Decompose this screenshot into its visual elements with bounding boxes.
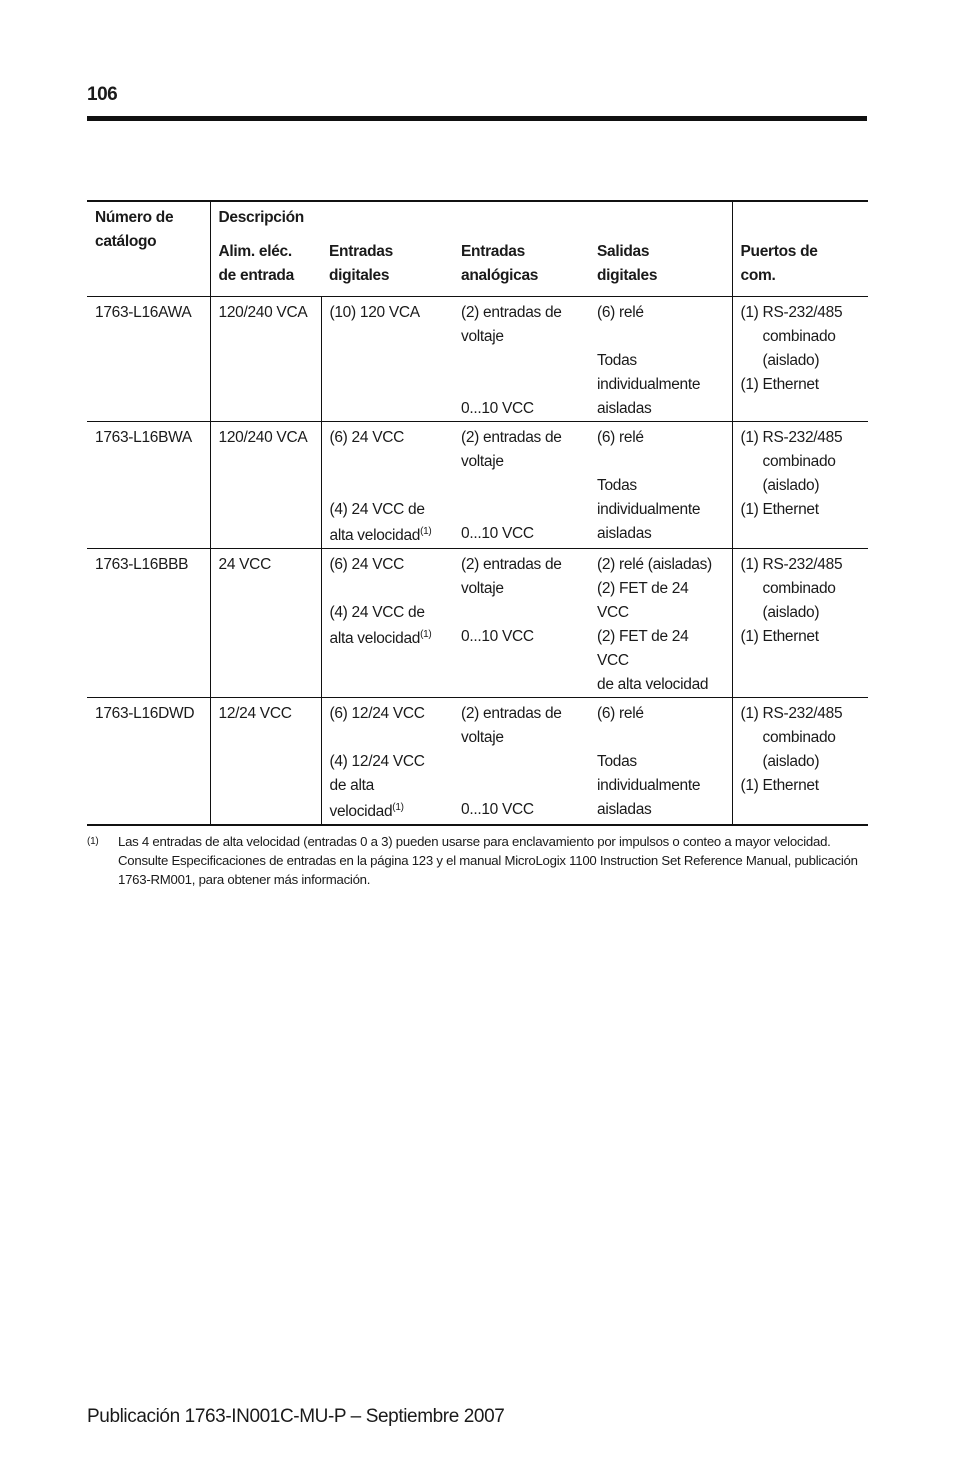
catalog-number: 1763-L16DWD xyxy=(87,698,210,826)
header-catalog: Número de catálogo xyxy=(87,201,210,297)
digital-inputs: (6) 24 VCC (4) 24 VCC de alta velocidad$^{(1)}$ xyxy=(321,422,453,549)
com-ports: (1) RS-232/485 combinado (aislado) (1) Ethernet xyxy=(732,698,868,826)
table-row xyxy=(87,549,868,698)
publication-footer: Publicación 1763-IN001C-MU-P – Septiembre 2007 xyxy=(87,1406,505,1427)
header-power: Alim. eléc. de entrada xyxy=(210,240,321,297)
header-rule xyxy=(87,116,867,121)
page-number: 106 xyxy=(87,84,118,105)
footnote-ref: (1) xyxy=(420,628,432,640)
power-input: 12/24 VCC xyxy=(210,698,321,826)
header-digital-outputs: Salidas digitales xyxy=(597,243,658,284)
digital-outputs: (6) relé Todas individualmente aisladas xyxy=(589,422,732,549)
power-input: 120/240 VCA xyxy=(210,297,321,422)
power-input: 120/240 VCA xyxy=(210,422,321,549)
digital-outputs: (2) relé (aisladas) (2) FET de 24 VCC (2) FET de 24 VCC de alta velocidad xyxy=(589,549,732,698)
analog-inputs: (2) entradas de voltaje 0...10 VCC xyxy=(453,549,589,698)
power-input: 24 VCC xyxy=(210,549,321,698)
table-row xyxy=(87,698,868,826)
table-row xyxy=(87,297,868,422)
catalog-number: 1763-L16BWA xyxy=(87,422,210,549)
table-row xyxy=(87,422,868,549)
digital-inputs: (10) 120 VCA xyxy=(321,297,453,422)
header-blank xyxy=(732,201,868,240)
com-ports: (1) RS-232/485 combinado (aislado) (1) Ethernet xyxy=(732,297,868,422)
com-ports: (1) RS-232/485 combinado (aislado) (1) Ethernet xyxy=(732,549,868,698)
footnote xyxy=(87,832,877,889)
footnote-text: Las 4 entradas de alta velocidad (entradas 0 a 3) pueden usarse para enclavamiento por impulsos o conteo a mayor velocidad. Consulte Especificaciones de entradas en la página 123 y el manual MicroLogix 1100 Instruction Set Reference Manual, publicación 1763-RM001, para obtener más información. xyxy=(118,834,858,887)
digital-inputs: (6) 12/24 VCC (4) 12/24 VCC de alta velocidad$^{(1)}$ xyxy=(321,698,453,826)
catalog-number: 1763-L16AWA xyxy=(87,297,210,422)
analog-inputs: (2) entradas de voltaje 0...10 VCC xyxy=(453,297,589,422)
analog-inputs: (2) entradas de voltaje 0...10 VCC xyxy=(453,698,589,826)
com-ports: (1) RS-232/485 combinado (aislado) (1) Ethernet xyxy=(732,422,868,549)
analog-inputs: (2) entradas de voltaje 0...10 VCC xyxy=(453,422,589,549)
catalog-spec-table xyxy=(87,200,868,826)
header-com-ports: Puertos de com. xyxy=(732,240,868,297)
header-analog-inputs: Entradas analógicas xyxy=(461,243,539,284)
digital-outputs: (6) relé Todas individualmente aisladas xyxy=(589,698,732,826)
catalog-number: 1763-L16BBB xyxy=(87,549,210,698)
footnote-mark: (1) xyxy=(87,836,99,847)
footnote-ref: (1) xyxy=(392,801,404,813)
digital-outputs: (6) relé Todas individualmente aisladas xyxy=(589,297,732,422)
header-description: Descripción xyxy=(210,201,732,240)
header-digital-inputs: Entradas digitales xyxy=(329,243,393,284)
digital-inputs: (6) 24 VCC (4) 24 VCC de alta velocidad$^{(1)}$ xyxy=(321,549,453,698)
footnote-ref: (1) xyxy=(420,525,432,537)
